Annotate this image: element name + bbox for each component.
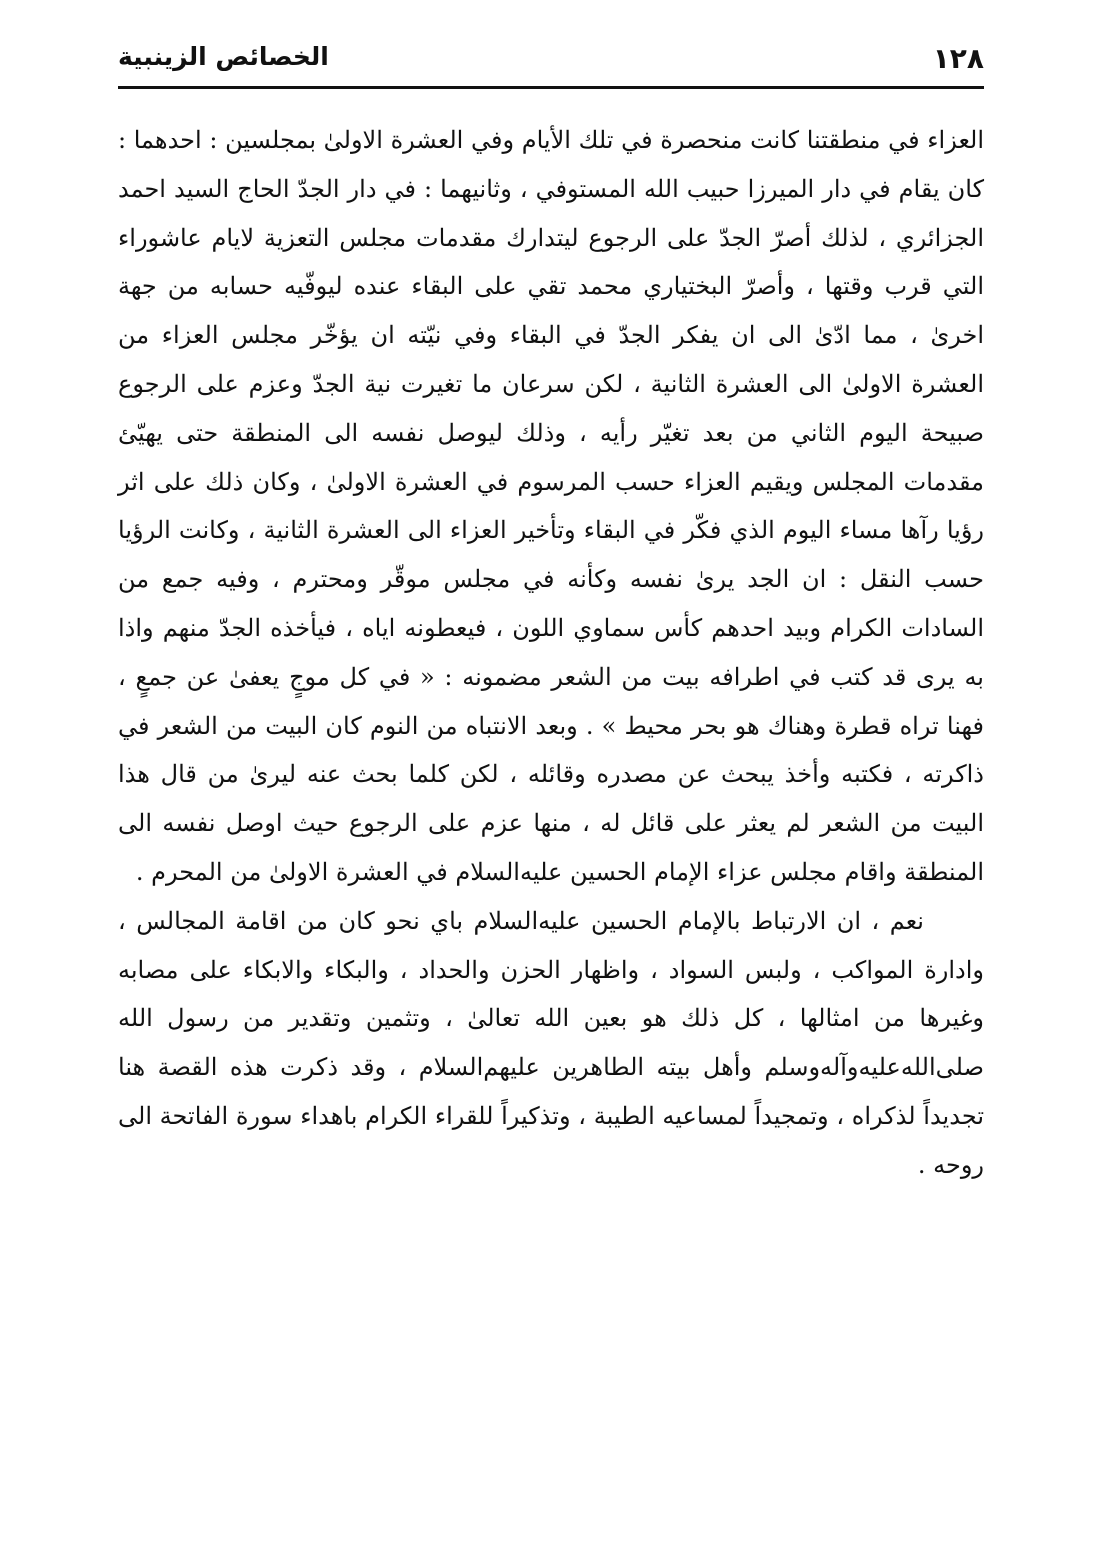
paragraph-1: العزاء في منطقتنا كانت منحصرة في تلك الأيام وفي العشرة الاولىٰ بمجلسين : احدهما : كان يقام في دار الميرزا حبيب الله المستوفي ، وثانيهما : في دار الجدّ الحاج السيد احمد الجزائري ، لذلك أصرّ الجدّ على الرجوع ليتدارك مقدمات مجلس التعزية لايام عاشوراء التي قرب وقتها ، وأصرّ البختياري محمد تقي على البقاء عنده ليوفّيه حسابه من جهة اخرىٰ ، مما ادّىٰ الى ان يفكر الجدّ في البقاء وفي نيّته ان يؤخّر مجلس العزاء من العشرة الاولىٰ الى العشرة الثانية ، لكن سرعان ما تغيرت نية الجدّ وعزم على الرجوع صبيحة اليوم الثاني من بعد تغيّر رأيه ، وذلك ليوصل نفسه الى المنطقة حتى يهيّئ مقدمات المجلس ويقيم العزاء حسب المرسوم في العشرة الاولىٰ ، وكان ذلك على اثر رؤيا رآها مساء اليوم الذي فكّر في البقاء وتأخير العزاء الى العشرة الثانية ، وكانت الرؤيا حسب النقل : ان الجد يرىٰ نفسه وكأنه في مجلس موقّر ومحترم ، وفيه جمع من السادات الكرام وبيد احدهم كأس سماوي اللون ، فيعطونه اياه ، فيأخذه الجدّ منهم واذا به يرى قد كتب في اطرافه بيت من الشعر مضمونه : « في كل موجٍ يعفىٰ عن جمعٍ ، فهنا تراه قطرة وهناك هو بحر محيط » . وبعد الانتباه من النوم كان البيت من الشعر في ذاكرته ، فكتبه وأخذ يبحث عن مصدره وقائله ، لكن كلما بحث عنه ليرىٰ من قال هذا البيت من الشعر لم يعثر على قائل له ، منها عزم على الرجوع حيث اوصل نفسه الى المنطقة واقام مجلس عزاء الإمام الحسين عليه‌السلام في العشرة الاولىٰ من المحرم . [118,126,984,886]
page-header [118,38,984,86]
book-title: الخصائص الزينبية [118,42,329,71]
paragraph-2: نعم ، ان الارتباط بالإمام الحسين عليه‌السلام باي نحو كان من اقامة المجالس ، وادارة المواكب ، ولبس السواد ، واظهار الحزن والحداد ، والبكاء والابكاء على مصابه وغيرها من امثالها ، كل ذلك هو بعين الله تعالىٰ ، وتثمين وتقدير من رسول الله صلى‌الله‌عليه‌وآله‌وسلم وأهل بيته الطاهرين عليهم‌السلام ، وقد ذكرت هذه القصة هنا تجديداً لذكراه ، وتمجيداً لمساعيه الطيبة ، وتذكيراً للقراء الكرام باهداء سورة الفاتحة الى روحه . [118,906,985,1179]
body-text [118,116,984,1190]
header-divider [118,86,984,89]
page-number: ١٢٨ [932,42,984,75]
